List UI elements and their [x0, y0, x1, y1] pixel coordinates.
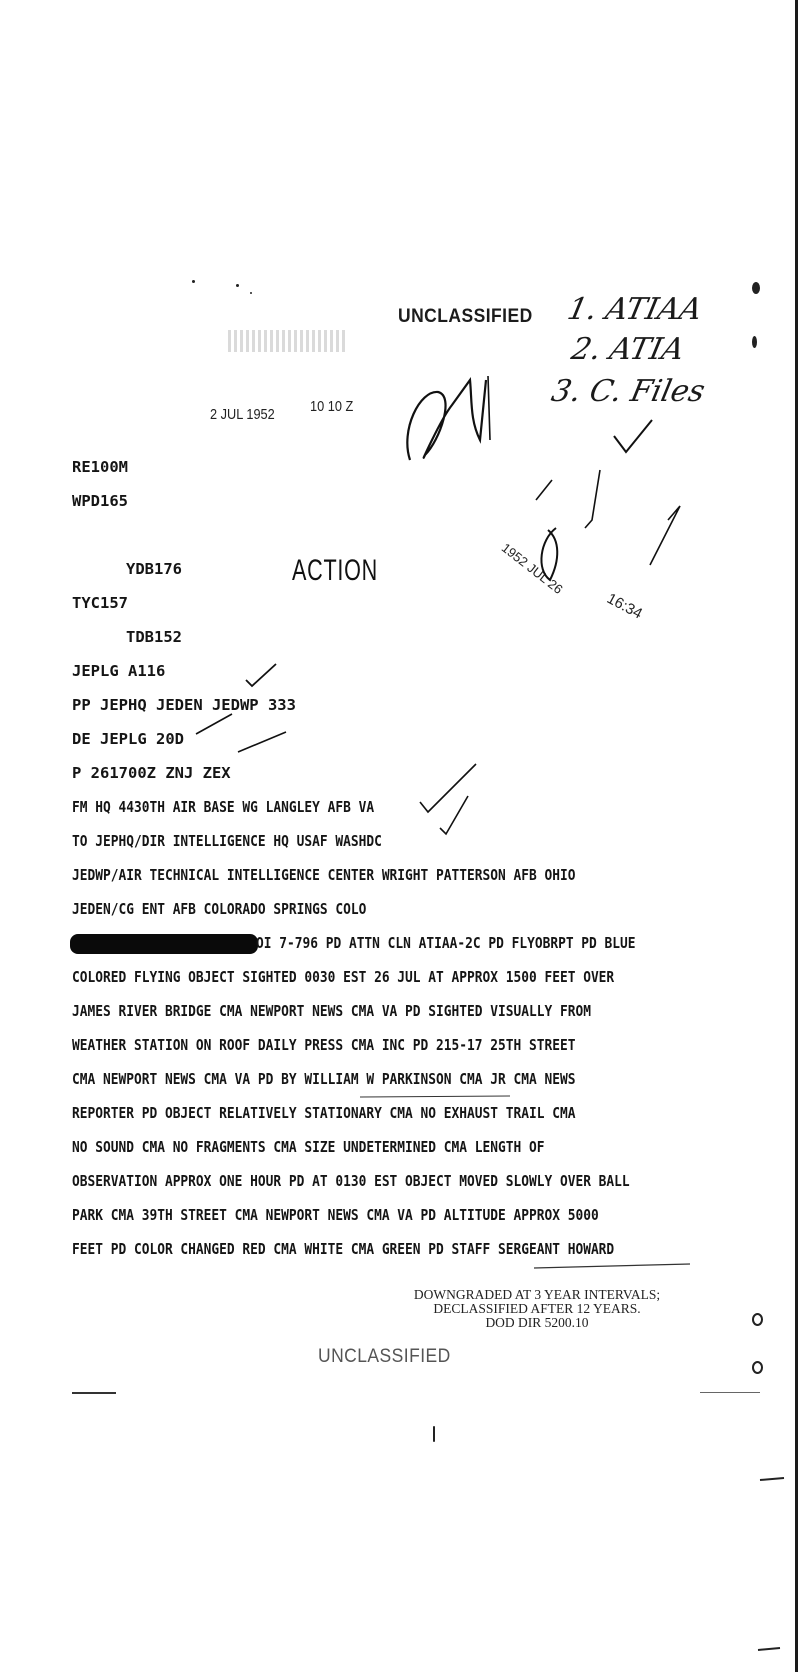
scan-speck [752, 1361, 763, 1374]
scan-speck [752, 1313, 763, 1326]
message-body-line: OBSERVATION APPROX ONE HOUR PD AT 0130 EST OBJECT MOVED SLOWLY OVER BALL [72, 1172, 630, 1190]
message-body-line: CMA NEWPORT NEWS CMA VA PD BY WILLIAM W PARKINSON CMA JR CMA NEWS [72, 1070, 576, 1088]
received-time-stamp: 10 10 Z [310, 398, 354, 415]
faded-stamp-smudge [228, 330, 348, 352]
scan-speck [250, 292, 252, 294]
handwritten-routing-3: 3. C. Files [548, 374, 709, 409]
page-rule [700, 1392, 760, 1393]
underline [534, 1264, 690, 1268]
rotated-date-stamp: 1952 JUL 26 [498, 540, 566, 597]
message-body-line: REPORTER PD OBJECT RELATIVELY STATIONARY CMA NO EXHAUST TRAIL CMA [72, 1104, 576, 1122]
initials-scribble [407, 380, 486, 460]
underline [360, 1096, 510, 1097]
routing-line: P 261700Z ZNJ ZEX [72, 764, 231, 782]
redaction-bar [70, 934, 258, 954]
scan-speck [192, 280, 195, 283]
message-body-line: WEATHER STATION ON ROOF DAILY PRESS CMA INC PD 215-17 25TH STREET [72, 1036, 576, 1054]
routing-line: YDB176 [126, 560, 182, 578]
action-stamp: ACTION [292, 554, 378, 587]
downgrade-notice [392, 1288, 682, 1330]
check-mark [614, 420, 652, 452]
routing-line: WPD165 [72, 492, 128, 510]
message-to-line: TO JEPHQ/DIR INTELLIGENCE HQ USAF WASHDC [72, 832, 382, 850]
classification-stamp-top: UNCLASSIFIED [398, 306, 533, 327]
page-rule [72, 1392, 116, 1394]
check-mark [420, 764, 476, 812]
routing-line: PP JEPHQ JEDEN JEDWP 333 [72, 696, 296, 714]
message-to-line: JEDEN/CG ENT AFB COLORADO SPRINGS COLO [72, 900, 367, 918]
check-mark [196, 714, 232, 734]
scan-edge [795, 0, 798, 1672]
message-from-line: FM HQ 4430TH AIR BASE WG LANGLEY AFB VA [72, 798, 375, 816]
rotated-time-stamp: 16:34 [604, 590, 646, 623]
stamp-lines [536, 470, 680, 565]
message-body-line: JAMES RIVER BRIDGE CMA NEWPORT NEWS CMA VA PD SIGHTED VISUALLY FROM [72, 1002, 591, 1020]
handwritten-routing-1: 1. ATIAA [564, 292, 706, 327]
scan-speck [433, 1426, 435, 1442]
routing-line: TYC157 [72, 594, 128, 612]
handwritten-routing-2: 2. ATIA [568, 332, 688, 367]
initials-stroke [488, 376, 490, 440]
routing-line: JEPLG A116 [72, 662, 166, 680]
message-body-line: FEET PD COLOR CHANGED RED CMA WHITE CMA GREEN PD STAFF SERGEANT HOWARD [72, 1240, 615, 1258]
routing-line: DE JEPLG 20D [72, 730, 184, 748]
message-body-line: OI 7-796 PD ATTN CLN ATIAA-2C PD FLYOBRPT PD BLUE [256, 934, 636, 952]
scan-speck [236, 284, 239, 287]
scan-speck [752, 336, 757, 348]
check-mark [440, 796, 468, 834]
routing-line: TDB152 [126, 628, 182, 646]
downgrade-line: DOD DIR 5200.10 [485, 1315, 589, 1330]
check-mark [238, 732, 286, 752]
downgrade-line: DOWNGRADED AT 3 YEAR INTERVALS; [413, 1287, 661, 1302]
message-body-line: COLORED FLYING OBJECT SIGHTED 0030 EST 26 JUL AT APPROX 1500 FEET OVER [72, 968, 615, 986]
check-mark [246, 664, 276, 686]
message-body-line: NO SOUND CMA NO FRAGMENTS CMA SIZE UNDETERMINED CMA LENGTH OF [72, 1138, 545, 1156]
received-date-stamp: 2 JUL 1952 [210, 406, 275, 423]
message-to-line: JEDWP/AIR TECHNICAL INTELLIGENCE CENTER WRIGHT PATTERSON AFB OHIO [72, 866, 576, 884]
downgrade-line: DECLASSIFIED AFTER 12 YEARS. [433, 1301, 641, 1316]
classification-stamp-bottom: UNCLASSIFIED [318, 1346, 451, 1367]
margin-mark [760, 1478, 784, 1480]
message-body-line: PARK CMA 39TH STREET CMA NEWPORT NEWS CMA VA PD ALTITUDE APPROX 5000 [72, 1206, 599, 1224]
margin-mark [758, 1648, 780, 1650]
scan-speck [752, 282, 760, 294]
routing-line: RE100M [72, 458, 128, 476]
